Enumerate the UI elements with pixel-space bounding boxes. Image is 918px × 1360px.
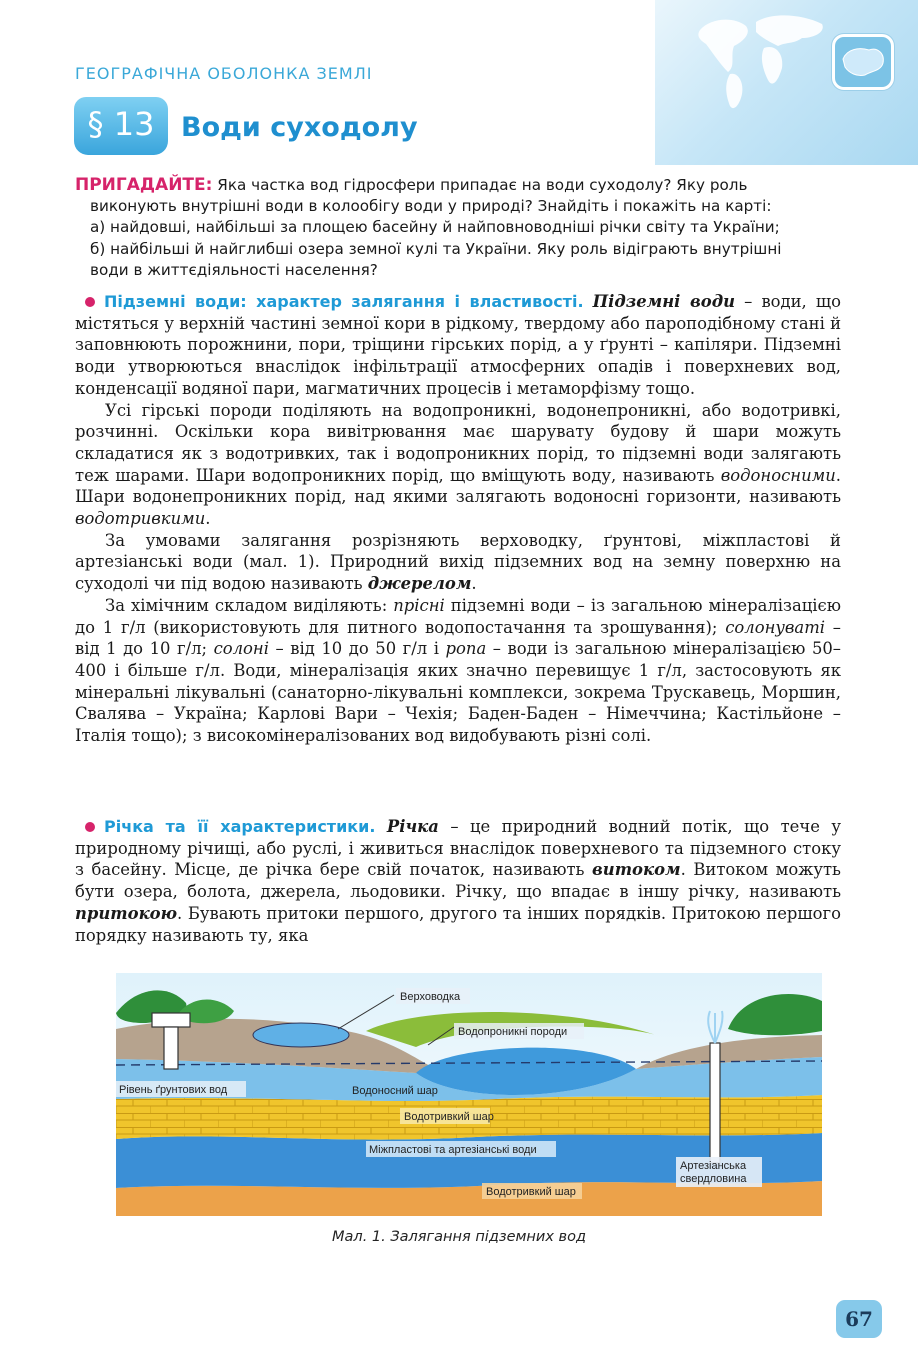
world-map-icon bbox=[690, 8, 830, 118]
text: – води із загальною мінералізацією 50–400 і більше г/л. Води, мінералізація яких значно перевищує 1 г/л, застосовують як мінеральні лікувальні (санаторно-лікувальні комплекси, зокрема Трускавець, Моршин, Свалява – Україна; Карлові Вари – Чехія; Баден-Баден – Німеччина; Кастільйоне – Італія тощо); з високомінералізованих вод видобувають різні солі. bbox=[75, 639, 841, 746]
paragraph-number: § 13 bbox=[87, 105, 155, 143]
term: джерелом bbox=[367, 574, 472, 594]
text: – від 1 до 10 г/л; bbox=[75, 617, 841, 659]
term: витоком bbox=[592, 860, 681, 880]
text: За хімічним складом виділяють: bbox=[105, 595, 394, 615]
paragraph bbox=[75, 400, 841, 530]
perched-water-lens bbox=[253, 1023, 349, 1047]
well-shaft bbox=[164, 1027, 178, 1069]
label-groundwater-level: Рівень ґрунтових вод bbox=[119, 1084, 228, 1096]
remember-line: виконують внутрішні води в колообігу води у природі? Знайдіть і покажіть на карті: bbox=[90, 197, 772, 216]
section-river bbox=[75, 816, 841, 946]
page-number: 67 bbox=[836, 1300, 882, 1338]
term: Річка bbox=[386, 817, 439, 836]
label-interstratal: Міжпластові та артезіанські води bbox=[369, 1144, 537, 1156]
text: За умовами залягання розрізняють верховодку, ґрунтові, міжпластові й артезіанські води (мал. 1). Природний вихід підземних вод на земну поверхню на суходолі чи під водою називають bbox=[75, 530, 841, 594]
label-aquitard-1: Водотривкий шар bbox=[404, 1111, 494, 1123]
text: Усі гірські породи поділяють на водопроникні, водонепроникні, або водотривкі, розчинні. Оскільки кора вивітрювання має шарувату будову й шари можуть складатися як з водотривких, так і водопроникних порід, то підземні води залягають теж шарами. Шари водопроникних порід, що вміщують воду, називають bbox=[75, 400, 841, 485]
term: прісні bbox=[393, 595, 445, 615]
section-groundwater bbox=[75, 291, 841, 747]
label-artesian-2: свердловина bbox=[680, 1173, 747, 1185]
section-heading: Річка та її характеристики. bbox=[104, 817, 376, 836]
label-permeable: Водопроникні породи bbox=[458, 1026, 568, 1038]
term: солонуваті bbox=[725, 617, 825, 637]
term: водоносними bbox=[720, 465, 836, 485]
text: – від 10 до 50 г/л і bbox=[268, 639, 446, 659]
text: . bbox=[471, 574, 477, 594]
section-heading: Підземні води: характер залягання і властивості. bbox=[104, 292, 584, 311]
remember-line: б) найбільші й найглибші озера земної кулі та України. Яку роль відіграють внутрішні bbox=[90, 239, 782, 258]
remember-block bbox=[75, 175, 845, 281]
label-aquitard-2: Водотривкий шар bbox=[486, 1186, 576, 1198]
paragraph bbox=[75, 816, 841, 946]
topic-header: ГЕОГРАФІЧНА ОБОЛОНКА ЗЕМЛІ bbox=[75, 64, 373, 83]
figure-caption: Мал. 1. Залягання підземних вод bbox=[332, 1229, 586, 1245]
groundwater-diagram bbox=[116, 973, 822, 1216]
term: ропа bbox=[445, 639, 487, 659]
term: водотривкими bbox=[75, 509, 206, 529]
label-perched: Верховодка bbox=[400, 991, 461, 1003]
remember-line: води в життєдіяльності населення? bbox=[90, 260, 378, 279]
term: солоні bbox=[213, 639, 269, 659]
artesian-well bbox=[710, 1043, 720, 1163]
remember-line: Яка частка вод гідросфери припадає на води суходолу? Яку роль bbox=[217, 176, 748, 194]
page-title: Води суходолу bbox=[181, 112, 418, 143]
text: – це природний водний потік, що тече у природному річищі, або руслі, і живиться внаслідок поверхневого та підземного стоку з басейну. Місце, де річка бере свій початок, називають bbox=[75, 817, 841, 880]
label-aquifer: Водоносний шар bbox=[352, 1085, 438, 1097]
text: – води, що містяться у верхній частині земної кори в рідкому, твердому або пароподібному стані й заповнюють порожнини, пори, тріщини гірських порід, а у ґрунті – капіляри. Підземні води утворюються внаслідок інфільтрації атмосферних опадів і поверхневих вод, конденсації водяної пари, магматичних процесів і метаморфізму тощо. bbox=[75, 292, 841, 398]
bullet-icon bbox=[85, 822, 95, 832]
text: . Бувають притоки першого, другого та інших порядків. Притокою першого порядку називають ту, яка bbox=[75, 903, 841, 945]
term: Підземні води bbox=[592, 292, 736, 311]
remember-line: а) найдовші, найбільші за площею басейну й найповноводніші річки світу та України; bbox=[90, 218, 780, 237]
bullet-icon bbox=[85, 297, 95, 307]
paragraph bbox=[75, 291, 841, 400]
text: . Шари водонепроникних порід, над якими залягають водоносні горизонти, називають bbox=[75, 465, 841, 507]
ukraine-map-icon bbox=[832, 34, 894, 90]
remember-keyword: ПРИГАДАЙТЕ: bbox=[75, 175, 213, 195]
label-artesian-1: Артезіанська bbox=[680, 1160, 747, 1172]
text: . Витоком можуть бути озера, болота, джерела, льодовики. Річку, що впадає в іншу річку, називають bbox=[75, 860, 841, 902]
text: підземні води – із загальною мінералізацією до 1 г/л (використовують для питного водопостачання та зрошування); bbox=[75, 595, 841, 637]
paragraph-badge bbox=[74, 97, 168, 155]
text: . bbox=[205, 509, 211, 529]
paragraph bbox=[75, 595, 841, 747]
paragraph bbox=[75, 530, 841, 595]
term: притокою bbox=[75, 903, 178, 923]
well-top bbox=[152, 1013, 190, 1027]
